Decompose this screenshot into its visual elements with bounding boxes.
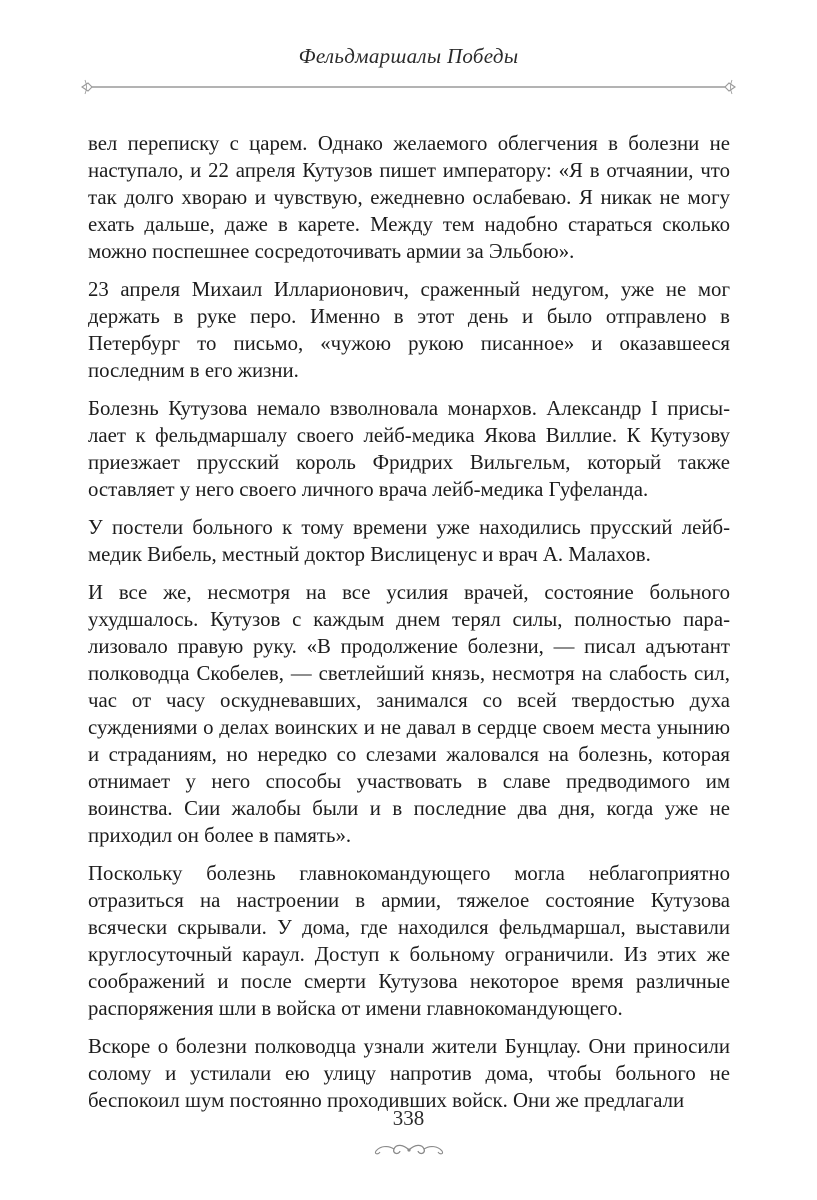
paragraph: Вскоре о болезни полководца узнали жители Бунцлау. Они приносили солому и устилали ею улицу напротив дома, чтобы больного не беспокоил шум постоянно проходивших войск. Они же предлагали <box>88 1035 730 1112</box>
scroll-ornament-icon <box>368 1142 450 1158</box>
paragraph: 23 апреля Михаил Илларионович, сраженный недугом, уже не мог держать в руке перо. Именно в этот день и было отправлено в Петербург то письмо, «чужою рукою писанное» и оказавшееся последним в его жизни. <box>88 278 730 382</box>
paragraph: И все же, несмотря на все усилия врачей, состояние больного ухудшалось. Кутузов с каждым днем терял силы, полностью парализовало правую руку. «В продолжение болезни, — писал адъютант полководца Скобелев, — светлейший князь, несмотря на слабость сил, час от часу оскудневавших, занимался со всей твердостью духа суждениями о делах воинских и не давал в сердце своем места унынию и страданиям, но нередко со слезами жаловался на болезнь, которая отнимает у него способы участвовать в славе предводимого им воинства. Сии жалобы были и в последние два дня, когда уже не приходил он более в память». <box>88 581 730 847</box>
paragraph: Поскольку болезнь главнокомандующего могла неблагоприятно отразиться на настроении в армии, тяжелое состояние Кутузова всячески скрывали. У дома, где находился фельдмаршал, выставили круглосуточный караул. Доступ к больному ограничили. Из этих же соображений и после смерти Кутузова некоторое время различные распоряжения шли в войска от имени главнокомандующего. <box>88 862 730 1020</box>
paragraph: вел переписку с царем. Однако желаемого облегчения в болезни не наступало, и 22 апреля Кутузов пишет императору: «Я в отчаянии, что так долго хвораю и чувствую, ежедневно ослабеваю. Я никак не могу ехать дальше, даже в карете. Между тем надобно стараться сколько можно поспешнее сосредоточивать армии за Эльбою». <box>88 132 730 263</box>
body-text <box>88 130 730 1114</box>
running-head-title: Фельдмаршалы Победы <box>298 44 519 68</box>
paragraph: Болезнь Кутузова немало взволновала монархов. Александр I присылает к фельдмаршалу своего лейб-медика Якова Виллие. К Кутузову приезжает прусский король Фридрих Вильгельм, который также оставляет у него своего личного врача лейб-медика Гуфеланда. <box>88 397 730 501</box>
page-number: 338 <box>392 1106 425 1130</box>
paragraph: У постели больного к тому времени уже находились прусский лейб-медик Вибель, местный доктор Вислиценус и врач А. Малахов. <box>88 516 730 566</box>
ornamental-rule-icon <box>80 78 737 96</box>
